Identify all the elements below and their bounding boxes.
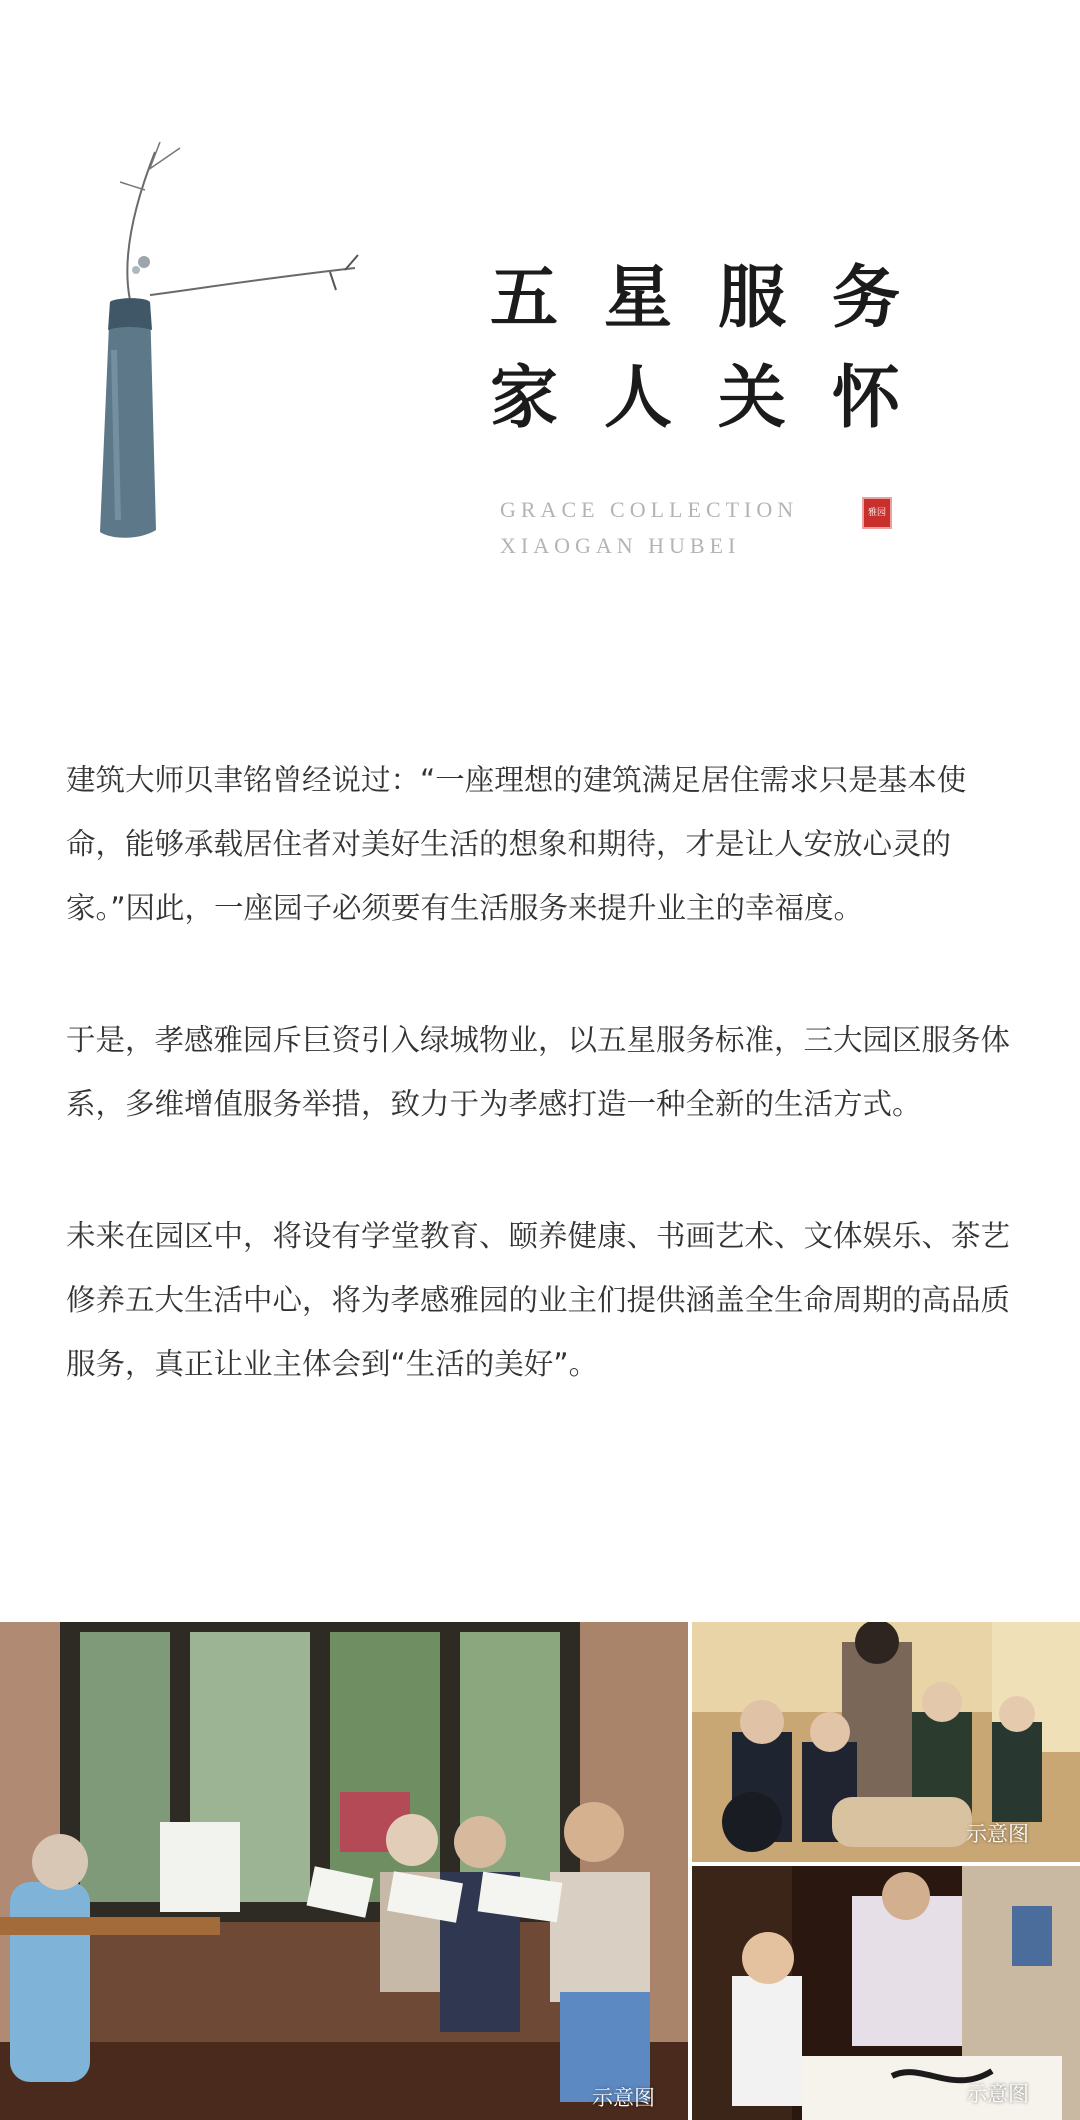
photo-kindergarten [692,1622,1080,1862]
photo-caption-1: 示意图 [592,2086,655,2110]
vase-illustration [100,130,380,560]
photo-calligraphy [692,1866,1080,2120]
photo-collage [0,1622,1080,2120]
subtitle-line-1: GRACE COLLECTION [500,497,799,522]
paragraph-2: 于是，孝感雅园斥巨资引入绿城物业，以五星服务标准，三大园区服务体系，多维增值服务举措，致力于为孝感打造一种全新的生活方式。 [66,1023,1011,1121]
paragraph-3: 未来在园区中，将设有学堂教育、颐养健康、书画艺术、文体娱乐、茶艺修养五大生活中心，将为孝感雅园的业主们提供涵盖全生命周期的高品质服务，真正让业主体会到“生活的美好”。 [66,1219,1011,1381]
paragraph-1: 建筑大师贝聿铭曾经说过：“一座理想的建筑满足居住需求只是基本使命，能够承载居住者对美好生活的想象和期待，才是让人安放心灵的家。”因此，一座园子必须要有生活服务来提升业主的幸福度。 [66,763,967,925]
article-body [66,748,1024,1464]
page-title [490,248,946,448]
subtitle-line-2: XIAOGAN HUBEI [500,533,741,558]
hero-section [0,0,1080,620]
photo-music-family [0,1622,688,2120]
english-subtitle [500,492,798,564]
seal-text: 雅园 [867,507,886,518]
title-line-1: 五星服务 [490,258,947,338]
photo-caption-2: 示意图 [966,1822,1029,1846]
title-line-2: 家人关怀 [490,358,947,438]
red-seal-stamp [862,497,892,529]
photo-caption-3: 示意图 [966,2082,1029,2106]
